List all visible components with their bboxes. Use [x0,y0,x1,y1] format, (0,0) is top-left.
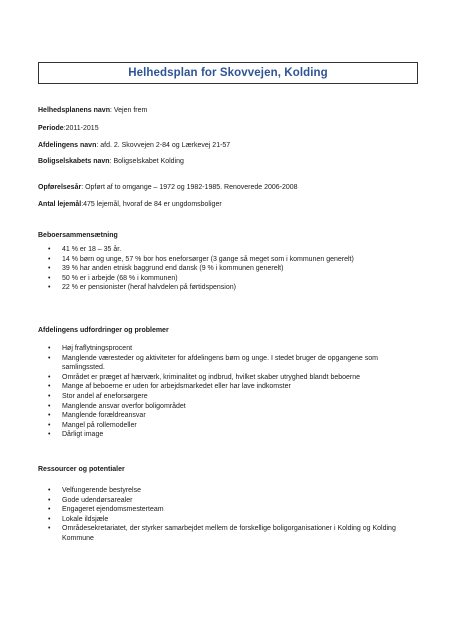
resources-list [38,486,418,544]
challenges-list [38,344,418,440]
resources-heading: Ressourcer og potentialer [38,466,125,473]
plan-name-value: : Vejen frem [109,107,148,114]
list-item: • 41 % er 18 – 35 år. [38,245,418,255]
list-item: • Mange af beboerne er uden for arbejdsmarkedet eller har lave indkomster [38,382,418,392]
list-item: • Manglende ansvar overfor boligområdet [38,402,418,412]
company-line [38,157,184,166]
list-item: • Dårligt image [38,430,418,440]
department-line [38,141,230,150]
plan-name-line [38,106,147,115]
list-item: • Engageret ejendomsmesterteam [38,505,418,515]
list-item: • Områdesekretariatet, der styrker samarbejdet mellem de forskellige boligorganisationer i Kolding og Kolding Kommune [38,524,418,543]
company-label: Boligselskabets navn [38,158,110,165]
period-line [38,124,99,133]
list-item: • Området er præget af hærværk, kriminalitet og indbrud, hvilket skaber utryghed blandt beboerne [38,373,418,383]
list-item: • 22 % er pensionister (heraf halvdelen på førtidspension) [38,283,418,293]
units-label: Antal lejemål [38,201,82,208]
list-item: • Manglende væresteder og aktiviteter for afdelingens børn og unge. I stedet bruger de opgangene som samlingssted. [38,354,418,373]
department-value: : afd. 2. Skovvejen 2-84 og Lærkevej 21-57 [96,142,231,149]
list-item: • 39 % har anden etnisk baggrund end dansk (9 % i kommunen generelt) [38,264,418,274]
title-box [38,62,418,84]
company-value: : Boligselskabet Kolding [109,158,184,165]
list-item: • Høj fraflytningsprocent [38,344,418,354]
residents-list [38,245,418,293]
built-value: : Opført af to omgange – 1972 og 1982-1985. Renoverede 2006-2008 [81,184,298,191]
list-item: • Gode udendørsarealer [38,496,418,506]
list-item: • Velfungerende bestyrelse [38,486,418,496]
list-item: • Manglende forældreansvar [38,411,418,421]
units-line [38,200,222,209]
built-line [38,183,298,192]
page-title: Helhedsplan for Skovvejen, Kolding [128,67,328,79]
list-item: • Stor andel af eneforsørgere [38,392,418,402]
challenges-heading: Afdelingens udfordringer og problemer [38,327,169,334]
list-item: • Lokale ildsjæle [38,515,418,525]
period-label: Periode [38,125,64,132]
residents-heading: Beboersammensætning [38,232,118,239]
list-item: • 50 % er i arbejde (68 % i kommunen) [38,274,418,284]
plan-name-label: Helhedsplanens navn [38,107,110,114]
built-label: Opførelsesår [38,184,82,191]
units-value: :475 lejemål, hvoraf de 84 er ungdomsboliger [81,201,222,208]
department-label: Afdelingens navn [38,142,97,149]
list-item: • Mangel på rollemodeller [38,421,418,431]
list-item: • 14 % børn og unge, 57 % bor hos eneforsørger (3 gange så meget som i kommunen generelt) [38,255,418,265]
period-value: :2011-2015 [63,125,99,132]
